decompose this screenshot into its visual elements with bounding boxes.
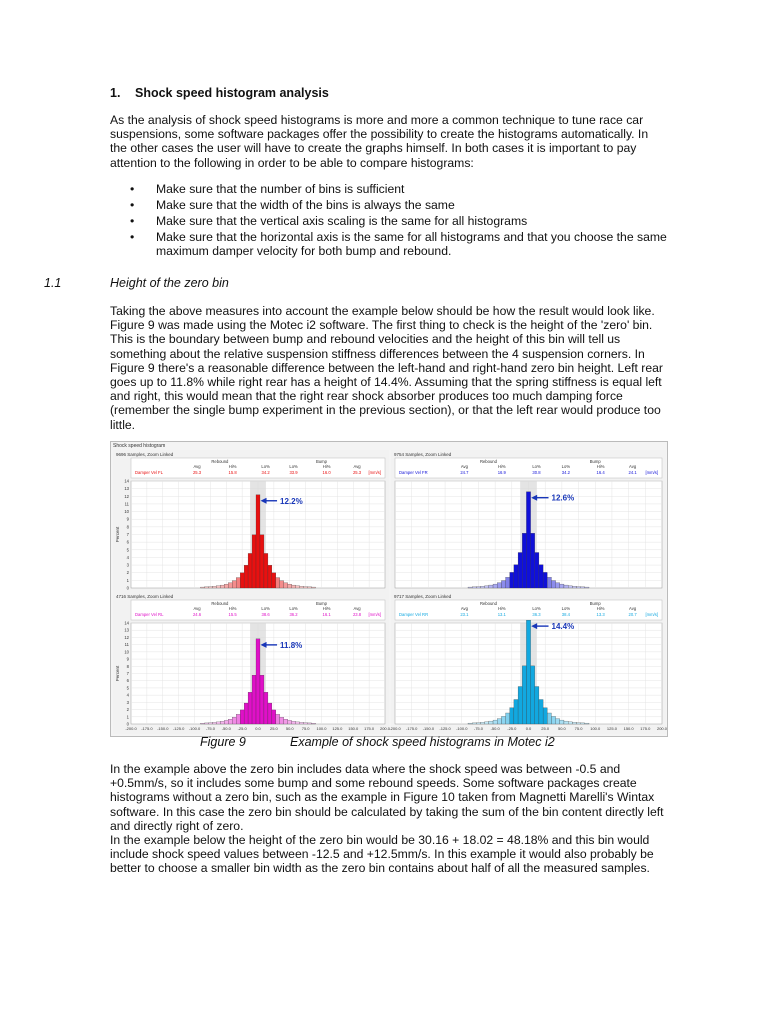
histogram-bar	[292, 721, 296, 724]
x-tick-label: -100.0	[188, 726, 201, 731]
x-tick-label: -175.0	[141, 726, 153, 731]
histogram-bar	[212, 586, 216, 588]
stat-value: 34.2	[561, 470, 570, 475]
stat-value: 16.4	[596, 470, 605, 475]
histogram-bar	[304, 587, 308, 588]
annotation-label: 14.4%	[551, 622, 575, 632]
zero-bin-paragraph: Taking the above measures into account the example below should be how the result would look like. Figure 9 was made using the Motec i2 software. The first thing to check is the height of the 'zero' bin. This is the boundary between bump and rebound velocities and the height of this bin will tell us something about the relative suspension stiffness differences between the 4 suspension corners. In Figure 9 there's a reasonable difference between the left-hand and right-hand zero bin height. Left rear goes up to 11.8% while right rear has a height of 14.4%. Assuming that the spring stiffness is equal left and right, this would mean that the right rear shock absorber produces too much damping force (remember the single bump experiment in the previous section), or that the left rear would produce too little.	[110, 304, 663, 432]
histogram-bar	[539, 700, 543, 724]
stat-header: Lo%	[532, 606, 541, 611]
channel-name: Damper Vel FR	[399, 470, 428, 475]
histogram-bar	[208, 723, 212, 724]
stat-header: Avg	[193, 464, 201, 469]
histogram-bar	[252, 675, 256, 724]
y-tick-label: 8	[126, 524, 129, 530]
histogram-bar	[485, 722, 489, 724]
y-tick-label: 10	[124, 649, 129, 655]
histogram-bar	[543, 708, 547, 724]
histogram-bar	[572, 722, 576, 724]
y-tick-label: 3	[126, 699, 129, 705]
units-label: [mm/s]	[645, 612, 658, 617]
histogram-bar	[489, 721, 493, 724]
stats-header	[131, 600, 385, 620]
x-tick-label: 0.0	[525, 726, 532, 731]
y-axis-label: Percent	[115, 665, 120, 682]
stat-value: 13.3	[596, 612, 605, 617]
histogram-bar	[531, 533, 535, 588]
figure-caption	[200, 735, 555, 749]
stat-header: Avg	[629, 464, 637, 469]
section-heading	[110, 86, 329, 100]
histogram-bar	[539, 565, 543, 588]
histogram-bar	[535, 552, 539, 588]
y-tick-label: 4	[126, 554, 129, 560]
histogram-bar	[547, 713, 551, 724]
histogram-bar	[252, 535, 256, 588]
histogram-panel-front-right	[391, 450, 666, 592]
histogram-bar	[236, 714, 240, 724]
stat-header: Hi%	[322, 606, 331, 611]
channel-name: Damper Vel RL	[135, 612, 164, 617]
y-tick-label: 1	[126, 714, 129, 720]
x-tick-label: 50.0	[285, 726, 294, 731]
requirements-list	[110, 182, 670, 260]
histogram-bar	[200, 587, 204, 588]
y-tick-label: 1	[126, 577, 129, 583]
x-tick-label: 0.0	[255, 726, 261, 731]
histogram-bar	[228, 719, 232, 724]
histogram-bar	[514, 700, 518, 724]
x-tick-label: -175.0	[406, 726, 418, 731]
histogram-bar	[468, 587, 472, 588]
y-tick-label: 2	[126, 707, 129, 713]
annotation-label: 12.2%	[280, 496, 303, 506]
histogram-bar	[510, 708, 514, 724]
histogram-bar	[506, 713, 510, 724]
stat-header: Hi%	[228, 464, 237, 469]
histogram-bar	[260, 675, 264, 724]
x-tick-label: 50.0	[557, 726, 566, 731]
histogram-bar	[284, 583, 288, 588]
histogram-bar	[531, 666, 535, 724]
y-tick-label: 14	[124, 478, 129, 484]
histogram-bar	[481, 722, 485, 724]
y-axis-label: Percent	[115, 526, 120, 543]
histogram-bar	[244, 703, 248, 724]
rebound-header: Rebound	[479, 601, 497, 606]
x-tick-label: 100.0	[590, 726, 601, 731]
histogram-bar	[518, 687, 522, 724]
histogram-bar	[300, 722, 304, 724]
x-tick-label: -125.0	[439, 726, 451, 731]
histogram-bar	[264, 692, 268, 724]
subsection-number: 1.1	[44, 276, 62, 290]
stat-header: Avg	[193, 606, 201, 611]
stat-value: 25.3	[352, 470, 362, 475]
histogram-bar	[526, 492, 530, 588]
stat-value: 15.8	[228, 470, 237, 475]
stat-value: 36.3	[532, 612, 541, 617]
y-tick-label: 2	[126, 570, 129, 576]
stat-value: 24.6	[192, 612, 202, 617]
panel-samples-label: 9717 Samples, Zoom Linked	[394, 594, 452, 599]
paragraph-zero-bin-example: In the example below the height of the zero bin would be 30.16 + 18.02 = 48.18% and this bin would include shock speed values between -12.5 and +12.5mm/s. In this example it would also probably be better to choose a smaller bin width as the zero bin contains about half of all the measured samples.	[110, 833, 654, 876]
y-tick-label: 14	[124, 620, 129, 626]
histogram-bar	[284, 719, 288, 724]
y-tick-label: 13	[124, 486, 129, 492]
paragraph-zero-bin-definition: In the example above the zero bin includes data where the shock speed was between -0.5 and +0.5mm/s, so it includes some bump and some rebound speeds. Some software packages create histograms without a zero bin, such as the example in Figure 10 taken from Magnetti Marelli's Wintax software. In this case the zero bin should be calculated by taking the sum of the bin content directly left and directly right of zero.	[110, 762, 664, 833]
list-item: • Make sure that the width of the bins is always the same	[110, 198, 670, 212]
histogram-bar	[476, 587, 480, 588]
histogram-bar	[581, 587, 585, 588]
x-tick-label: -125.0	[172, 726, 185, 731]
y-tick-label: 11	[124, 642, 129, 648]
histogram-bar	[501, 581, 505, 588]
histogram-bar	[522, 666, 526, 724]
histogram-bar	[543, 572, 547, 588]
histogram-bar	[296, 722, 300, 724]
stat-header: Avg	[353, 606, 361, 611]
units-label: [mm/s]	[368, 470, 381, 475]
histogram-bar	[308, 723, 312, 724]
y-tick-label: 11	[124, 501, 129, 507]
x-tick-label: -50.0	[490, 726, 500, 731]
histogram-panel-front-left	[113, 450, 389, 592]
histogram-bar	[518, 552, 522, 588]
histogram-bar	[200, 723, 204, 724]
histogram-bar	[232, 717, 236, 724]
stat-header: Hi%	[322, 464, 331, 469]
histogram-bar	[256, 639, 260, 724]
histogram-bar	[572, 586, 576, 588]
histogram-bar	[224, 584, 228, 588]
histogram-bar	[481, 586, 485, 588]
histogram-bar	[485, 586, 489, 588]
stat-value: 38.4	[561, 612, 570, 617]
x-tick-label: 175.0	[364, 726, 375, 731]
panel-samples-label: 9696 Samples, Zoom Linked	[116, 452, 174, 457]
x-tick-label: -150.0	[422, 726, 435, 731]
y-tick-label: 7	[126, 532, 129, 537]
stat-value: 33.9	[289, 470, 298, 475]
stat-header: Lo%	[289, 464, 298, 469]
histogram-bar	[268, 703, 272, 724]
histogram-bar	[292, 585, 296, 588]
histogram-bar	[476, 723, 480, 724]
x-tick-label: 175.0	[640, 726, 651, 731]
stat-header: Avg	[353, 464, 361, 469]
histogram-bar	[220, 721, 224, 724]
x-tick-label: 125.0	[606, 726, 617, 731]
x-tick-label: 200.0	[379, 726, 391, 731]
x-tick-label: 100.0	[316, 726, 327, 731]
stat-value: 16.9	[497, 470, 506, 475]
figure-caption-label: Figure 9	[200, 735, 246, 749]
stat-header: Lo%	[561, 606, 571, 611]
histogram-bar	[560, 584, 564, 588]
histogram-bar	[556, 583, 560, 588]
stats-header	[395, 458, 662, 478]
histogram-bar	[216, 586, 220, 588]
histogram-bar	[300, 586, 304, 588]
histogram-panel-rear-right	[391, 592, 666, 734]
histogram-bar	[240, 573, 244, 588]
stat-header: Hi%	[228, 606, 237, 611]
stat-header: Hi%	[596, 464, 605, 469]
channel-name: Damper Vel RR	[399, 612, 429, 617]
histogram-bar	[220, 585, 224, 588]
annotation-label: 11.8%	[280, 640, 303, 650]
channel-name: Damper Vel FL	[135, 470, 163, 475]
rebound-header: Rebound	[211, 459, 229, 464]
histogram-bar	[510, 572, 514, 588]
histogram-bar	[260, 535, 264, 588]
bump-header: Bump	[589, 459, 601, 464]
stat-value: 34.2	[261, 470, 270, 475]
histogram-bar	[551, 716, 555, 724]
x-tick-label: 25.0	[541, 726, 550, 731]
x-tick-label: 200.0	[656, 726, 668, 731]
stat-value: 24.7	[460, 470, 469, 475]
stat-value: 25.3	[192, 470, 202, 475]
histogram-bar	[576, 587, 580, 588]
histogram-bar	[506, 577, 510, 588]
panel-samples-label: 9754 Samples, Zoom Linked	[394, 452, 452, 457]
section-number: 1.	[110, 86, 121, 100]
stat-header: Lo%	[532, 464, 541, 469]
stat-header: Avg	[460, 606, 468, 611]
histogram-bar	[268, 565, 272, 588]
histogram-bar	[208, 587, 212, 588]
histogram-bar	[276, 714, 280, 724]
bump-header: Bump	[316, 459, 327, 464]
intro-paragraph: As the analysis of shock speed histograms is more and more a common technique to tune race car suspensions, some software packages offer the possibility to create the histograms automatically. In the other cases the user will have to create the graphs himself. In both cases it is important to pay attention to the following in order to be able to compare histograms:	[110, 113, 649, 170]
x-tick-label: -100.0	[456, 726, 468, 731]
histogram-bar	[224, 720, 228, 724]
histogram-bar	[244, 565, 248, 588]
stat-header: Hi%	[596, 606, 605, 611]
histogram-bar	[276, 578, 280, 588]
histogram-bar	[497, 719, 501, 724]
stat-header: Lo%	[261, 464, 270, 469]
histogram-bar	[232, 581, 236, 588]
x-tick-label: 125.0	[332, 726, 343, 731]
stat-header: Hi%	[497, 606, 506, 611]
stat-header: Avg	[460, 464, 468, 469]
histogram-bar	[535, 687, 539, 724]
histogram-bar	[522, 533, 526, 588]
rebound-header: Rebound	[479, 459, 497, 464]
y-tick-label: 0	[126, 585, 129, 591]
histogram-bar	[547, 577, 551, 588]
x-tick-label: -75.0	[205, 726, 215, 731]
histogram-bar	[514, 565, 518, 588]
histogram-bar	[304, 723, 308, 724]
histogram-bar	[568, 586, 572, 588]
stat-value: 20.7	[628, 612, 637, 617]
list-item: • Make sure that the horizontal axis is the same for all histograms and that you choose the same maximum damper velocity for both bump and rebound.	[110, 230, 670, 258]
subsection-title: Height of the zero bin	[110, 276, 229, 290]
stats-header	[131, 458, 385, 478]
histogram-bar	[564, 585, 568, 588]
histogram-bar	[248, 553, 252, 588]
histogram-bar	[493, 584, 497, 588]
x-tick-label: 150.0	[348, 726, 359, 731]
x-tick-label: -150.0	[157, 726, 169, 731]
histogram-bar	[556, 719, 560, 724]
x-tick-label: -50.0	[221, 726, 231, 731]
stat-header: Lo%	[261, 606, 270, 611]
stat-value: 16.1	[322, 612, 331, 617]
rebound-header: Rebound	[211, 601, 229, 606]
x-tick-label: 25.0	[269, 726, 278, 731]
histogram-bar	[585, 587, 589, 588]
stat-header: Avg	[629, 606, 637, 611]
histogram-bar	[312, 723, 316, 724]
histogram-bar	[272, 573, 276, 588]
histogram-bar	[581, 723, 585, 724]
histogram-bar	[288, 584, 292, 588]
histogram-bar	[564, 721, 568, 724]
y-tick-label: 13	[124, 627, 129, 633]
histogram-bar	[216, 722, 220, 724]
y-tick-label: 5	[126, 547, 129, 553]
stat-header: Lo%	[289, 606, 298, 611]
histogram-bar	[526, 620, 530, 724]
stat-value: 23.8	[352, 612, 362, 617]
list-item: • Make sure that the number of bins is sufficient	[110, 182, 670, 196]
stats-header	[395, 600, 662, 620]
histogram-bar	[248, 692, 252, 724]
histogram-bar	[212, 722, 216, 724]
y-tick-label: 5	[126, 685, 129, 691]
stat-value: 30.8	[532, 470, 541, 475]
x-tick-label: -200.0	[125, 726, 137, 731]
y-tick-label: 3	[126, 562, 129, 568]
histogram-bar	[204, 587, 208, 588]
y-tick-label: 9	[126, 656, 129, 662]
y-tick-label: 6	[126, 539, 129, 545]
stat-value: 13.1	[497, 612, 506, 617]
list-item: • Make sure that the vertical axis scaling is the same for all histograms	[110, 214, 670, 228]
histogram-panel-rear-left	[113, 592, 389, 734]
histogram-bar	[288, 720, 292, 724]
stat-value: 23.1	[460, 612, 469, 617]
histogram-bar	[585, 723, 589, 724]
stat-value: 38.6	[261, 612, 270, 617]
y-tick-label: 12	[124, 493, 129, 499]
histogram-bar	[272, 710, 276, 724]
x-tick-label: -75.0	[473, 726, 483, 731]
y-tick-label: 0	[126, 721, 129, 727]
stat-value: 15.5	[228, 612, 237, 617]
y-tick-label: 4	[126, 692, 129, 698]
bump-header: Bump	[589, 601, 601, 606]
histogram-bar	[501, 716, 505, 724]
stat-value: 16.0	[322, 470, 331, 475]
histogram-bar	[296, 586, 300, 588]
histogram-bar	[472, 723, 476, 724]
histogram-bar	[280, 717, 284, 724]
histogram-bar	[312, 587, 316, 588]
panel-samples-label: 4716 Samples, Zoom Linked	[116, 594, 174, 599]
stat-value: 36.2	[289, 612, 298, 617]
histogram-bar	[468, 723, 472, 724]
y-tick-label: 9	[126, 516, 129, 522]
annotation-label: 12.6%	[551, 493, 575, 503]
histogram-bar	[576, 723, 580, 724]
units-label: [mm/s]	[645, 470, 658, 475]
bump-header: Bump	[316, 601, 327, 606]
y-tick-label: 7	[126, 671, 129, 676]
stat-header: Lo%	[561, 464, 571, 469]
stat-value: 24.1	[628, 470, 637, 475]
y-tick-label: 6	[126, 678, 129, 684]
x-tick-label: -200.0	[389, 726, 401, 731]
x-tick-label: 75.0	[574, 726, 583, 731]
section-title: Shock speed histogram analysis	[135, 86, 329, 100]
figure-window-title: Shock speed histogram	[113, 443, 166, 449]
x-tick-label: 150.0	[623, 726, 634, 731]
x-tick-label: -25.0	[507, 726, 517, 731]
y-tick-label: 10	[124, 509, 129, 515]
stat-header: Hi%	[497, 464, 506, 469]
y-tick-label: 12	[124, 634, 129, 640]
histogram-figure	[110, 441, 668, 737]
histogram-bar	[204, 723, 208, 724]
zero-bin-explanation	[110, 762, 666, 876]
x-tick-label: -25.0	[237, 726, 247, 731]
figure-caption-text: Example of shock speed histograms in Motec i2	[290, 735, 555, 749]
histogram-bar	[280, 581, 284, 588]
histogram-bar	[551, 581, 555, 588]
x-tick-label: 75.0	[301, 726, 310, 731]
histogram-bar	[493, 720, 497, 724]
histogram-bar	[308, 587, 312, 588]
histogram-bar	[240, 710, 244, 724]
histogram-bar	[568, 722, 572, 724]
histogram-bar	[497, 583, 501, 588]
histogram-bar	[236, 578, 240, 588]
histogram-bar	[489, 585, 493, 588]
histogram-bar	[256, 495, 260, 588]
histogram-bar	[264, 553, 268, 588]
units-label: [mm/s]	[368, 612, 381, 617]
histogram-bar	[472, 587, 476, 588]
histogram-bar	[560, 720, 564, 724]
histogram-bar	[228, 583, 232, 588]
y-tick-label: 8	[126, 663, 129, 669]
